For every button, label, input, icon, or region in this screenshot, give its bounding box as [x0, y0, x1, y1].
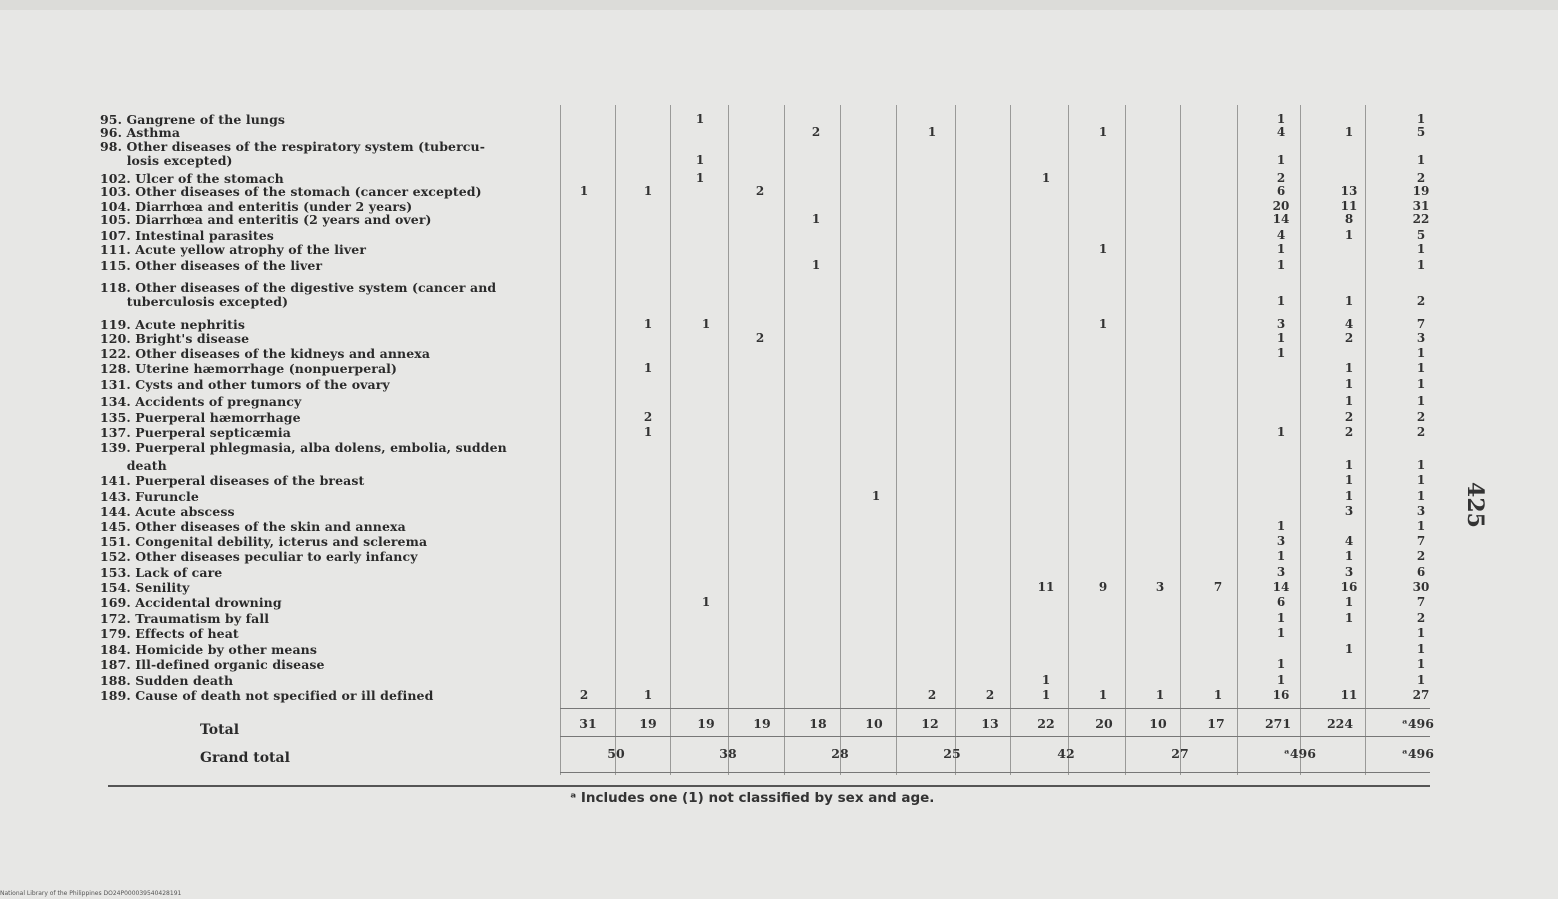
cause-label: 111. Acute yellow atrophy of the liver [100, 242, 367, 257]
cause-row [100, 347, 560, 360]
table-cell: 1 [1416, 642, 1426, 656]
cause-label: 153. Lack of care [100, 565, 223, 580]
total-cell: 22 [1037, 716, 1055, 731]
table-cell: 3 [1344, 504, 1354, 518]
column-divider [784, 105, 785, 775]
table-cell: 1 [1276, 626, 1286, 640]
grand-total-cell: 28 [831, 746, 849, 761]
cause-row [100, 243, 560, 256]
cause-label: 144. Acute abscess [100, 504, 235, 519]
table-cell: 6 [1416, 565, 1426, 579]
cause-row [100, 378, 560, 391]
cause-label: 95. Gangrene of the lungs [100, 112, 286, 127]
total-cell: 19 [639, 716, 657, 731]
table-cell: 3 [1344, 565, 1354, 579]
table-cell: 1 [811, 212, 821, 226]
cause-label: 102. Ulcer of the stomach [100, 171, 284, 186]
table-cell: 5 [1416, 125, 1426, 139]
table-cell: 1 [695, 112, 705, 126]
table-cell: 1 [1098, 125, 1108, 139]
table-cell: 3 [1276, 534, 1286, 548]
table-cell: 1 [1344, 473, 1354, 487]
table-cell: 1 [1155, 688, 1165, 702]
table-cell: 27 [1412, 688, 1430, 702]
cause-label: 135. Puerperal hæmorrhage [100, 410, 301, 425]
table-cell: 20 [1272, 199, 1290, 213]
cause-row [100, 490, 560, 503]
table-cell: 1 [695, 171, 705, 185]
table-cell: 1 [695, 153, 705, 167]
cause-row [100, 295, 560, 308]
table-cell: 2 [755, 331, 765, 345]
cause-label: 154. Senility [100, 580, 190, 595]
cause-row [100, 441, 560, 454]
table-cell: 4 [1276, 125, 1286, 139]
cause-row [100, 259, 560, 272]
table-cell: 1 [701, 595, 711, 609]
cause-row [100, 689, 560, 702]
table-cell: 30 [1412, 580, 1430, 594]
table-cell: 1 [1041, 688, 1051, 702]
table-cell: 2 [1344, 331, 1354, 345]
row-rule [1237, 736, 1427, 737]
grand-total-label: Grand total [200, 750, 290, 766]
table-cell: 31 [1412, 199, 1430, 213]
table-cell: 1 [1276, 331, 1286, 345]
table-cell: 1 [643, 184, 653, 198]
total-cell: 31 [579, 716, 597, 731]
table-cell: 1 [1276, 258, 1286, 272]
table-cell: 1 [1416, 242, 1426, 256]
table-cell: 1 [811, 258, 821, 272]
cause-label: 118. Other diseases of the digestive system (cancer and [100, 280, 497, 295]
cause-row [100, 505, 560, 518]
table-cell: 16 [1340, 580, 1358, 594]
grand-total-cell: 50 [607, 746, 625, 761]
cause-label: 143. Furuncle [100, 489, 199, 504]
page-top-edge [0, 0, 1558, 10]
table-cell: 2 [755, 184, 765, 198]
table-cell: 1 [1344, 595, 1354, 609]
cause-row [100, 154, 560, 167]
grand-total-cell: 38 [719, 746, 737, 761]
table-cell: 1 [1098, 317, 1108, 331]
cause-label: 145. Other diseases of the skin and annexa [100, 519, 406, 534]
table-cell: 1 [1344, 458, 1354, 472]
total-cell: 224 [1326, 716, 1354, 731]
total-cell: 12 [921, 716, 939, 731]
cause-label: 187. Ill-defined organic disease [100, 657, 325, 672]
cause-label: 119. Acute nephritis [100, 317, 246, 332]
cause-row [100, 426, 560, 439]
table-cell: 1 [1344, 361, 1354, 375]
table-cell: 1 [1416, 673, 1426, 687]
cause-row [100, 126, 560, 139]
table-cell: 1 [1416, 153, 1426, 167]
table-cell: 2 [1276, 171, 1286, 185]
table-cell: 1 [1344, 294, 1354, 308]
table-cell: 1 [579, 184, 589, 198]
cause-label: 189. Cause of death not specified or ill defined [100, 688, 434, 703]
table-cell: 5 [1416, 228, 1426, 242]
table-cell: 9 [1098, 580, 1108, 594]
cause-label: death [100, 458, 167, 473]
cause-label: 172. Traumatism by fall [100, 611, 270, 626]
table-cell: 7 [1416, 317, 1426, 331]
table-cell: 19 [1412, 184, 1430, 198]
total-label: Total [200, 722, 240, 738]
table-cell: 1 [1416, 346, 1426, 360]
bottom-rule [108, 785, 1430, 787]
table-cell: 1 [1344, 549, 1354, 563]
cause-label: 104. Diarrhœa and enteritis (under 2 years) [100, 199, 413, 214]
cause-label: 105. Diarrhœa and enteritis (2 years and over) [100, 212, 432, 227]
row-rule [1237, 708, 1427, 709]
library-stamp: National Library of the Philippines DO24P000039540428191 [0, 890, 182, 897]
grand-total-cell: 27 [1171, 746, 1189, 761]
column-divider [1300, 105, 1301, 775]
cause-label: 134. Accidents of pregnancy [100, 394, 302, 409]
table-cell: 6 [1276, 184, 1286, 198]
cause-row [100, 550, 560, 563]
cause-row [100, 612, 560, 625]
table-cell: 1 [1098, 688, 1108, 702]
total-cell: 10 [865, 716, 883, 731]
table-cell: 1 [1344, 377, 1354, 391]
cause-label: 152. Other diseases peculiar to early infancy [100, 549, 418, 564]
table-cell: 1 [1276, 673, 1286, 687]
table-cell: 1 [643, 425, 653, 439]
table-cell: 8 [1344, 212, 1354, 226]
column-divider [615, 105, 616, 775]
page-number: 425 [1461, 482, 1488, 528]
table-cell: 3 [1155, 580, 1165, 594]
cause-row [100, 520, 560, 533]
table-cell: 1 [1276, 153, 1286, 167]
cause-row [100, 229, 560, 242]
cause-label: 98. Other diseases of the respiratory system (tubercu- [100, 139, 485, 154]
column-divider [896, 105, 897, 775]
total-cell: 271 [1264, 716, 1292, 731]
column-divider [1068, 105, 1069, 775]
table-cell: 3 [1276, 565, 1286, 579]
table-cell: 1 [1344, 489, 1354, 503]
table-cell: 2 [1416, 410, 1426, 424]
table-cell: 4 [1276, 228, 1286, 242]
grand-total-cell: 42 [1057, 746, 1075, 761]
total-cell: 13 [981, 716, 999, 731]
table-cell: 1 [1276, 112, 1286, 126]
table-cell: 1 [1276, 242, 1286, 256]
table-cell: 2 [1344, 410, 1354, 424]
column-divider [1125, 105, 1126, 775]
table-cell: 1 [1344, 228, 1354, 242]
cause-row [100, 674, 560, 687]
cause-row [100, 643, 560, 656]
table-cell: 1 [1041, 171, 1051, 185]
cause-row [100, 395, 560, 408]
column-divider [1237, 105, 1238, 775]
table-cell: 16 [1272, 688, 1290, 702]
table-cell: 1 [1344, 642, 1354, 656]
table-cell: 1 [1416, 458, 1426, 472]
table-cell: 1 [1416, 657, 1426, 671]
cause-label: 151. Congenital debility, icterus and sclerema [100, 534, 428, 549]
total-cell: 20 [1095, 716, 1113, 731]
cause-row [100, 581, 560, 594]
table-cell: 2 [1416, 294, 1426, 308]
table-cell: 1 [1276, 549, 1286, 563]
table-cell: 2 [579, 688, 589, 702]
column-divider [955, 105, 956, 775]
table-cell: 2 [811, 125, 821, 139]
table-cell: 1 [1416, 361, 1426, 375]
table-cell: 1 [1416, 519, 1426, 533]
table-cell: 4 [1344, 534, 1354, 548]
table-cell: 1 [1276, 346, 1286, 360]
table-cell: 1 [1416, 394, 1426, 408]
table-cell: 3 [1416, 331, 1426, 345]
total-cell: 10 [1149, 716, 1167, 731]
table-cell: 2 [1416, 549, 1426, 563]
table-cell: 3 [1276, 317, 1286, 331]
table-cell: 14 [1272, 580, 1290, 594]
cause-label: 107. Intestinal parasites [100, 228, 274, 243]
cause-label: 169. Accidental drowning [100, 595, 282, 610]
footnote: ᵃ Includes one (1) not classified by sex and age. [570, 790, 935, 806]
cause-label: 139. Puerperal phlegmasia, alba dolens, embolia, sudden [100, 440, 507, 455]
grand-total-cell: ᵃ496 [1402, 746, 1434, 761]
table-cell: 7 [1416, 595, 1426, 609]
table-cell: 1 [1416, 489, 1426, 503]
table-cell: 2 [1416, 425, 1426, 439]
table-cell: 1 [1416, 473, 1426, 487]
table-cell: 7 [1213, 580, 1223, 594]
cause-row [100, 566, 560, 579]
table-cell: 1 [1416, 112, 1426, 126]
column-divider [560, 105, 561, 775]
cause-label: 137. Puerperal septicæmia [100, 425, 291, 440]
table-cell: 1 [1276, 425, 1286, 439]
table-cell: 1 [1416, 377, 1426, 391]
table-cell: 2 [927, 688, 937, 702]
table-cell: 6 [1276, 595, 1286, 609]
cause-row [100, 411, 560, 424]
total-cell: ᵃ496 [1402, 716, 1434, 731]
column-divider [1010, 105, 1011, 775]
table-cell: 2 [1344, 425, 1354, 439]
cause-row [100, 658, 560, 671]
cause-row [100, 535, 560, 548]
cause-label: 122. Other diseases of the kidneys and annexa [100, 346, 431, 361]
table-cell: 14 [1272, 212, 1290, 226]
table-cell: 4 [1344, 317, 1354, 331]
table-cell: 1 [1344, 611, 1354, 625]
cause-label: 131. Cysts and other tumors of the ovary [100, 377, 390, 392]
total-cell: 17 [1207, 716, 1225, 731]
table-cell: 1 [643, 361, 653, 375]
table-cell: 7 [1416, 534, 1426, 548]
cause-row [100, 474, 560, 487]
table-cell: 1 [701, 317, 711, 331]
cause-row [100, 185, 560, 198]
cause-label: 179. Effects of heat [100, 626, 239, 641]
cause-label: losis excepted) [100, 153, 233, 168]
cause-label: 103. Other diseases of the stomach (cancer excepted) [100, 184, 482, 199]
table-cell: 1 [1276, 611, 1286, 625]
grand-total-cell: 25 [943, 746, 961, 761]
cause-label: 141. Puerperal diseases of the breast [100, 473, 365, 488]
table-cell: 1 [1416, 626, 1426, 640]
cause-row [100, 140, 560, 153]
cause-label: 128. Uterine hæmorrhage (nonpuerperal) [100, 361, 398, 376]
table-cell: 1 [643, 317, 653, 331]
table-cell: 13 [1340, 184, 1358, 198]
cause-row [100, 318, 560, 331]
total-cell: 19 [753, 716, 771, 731]
cause-label: 188. Sudden death [100, 673, 234, 688]
cause-row [100, 459, 560, 472]
table-cell: 22 [1412, 212, 1430, 226]
cause-label: 96. Asthma [100, 125, 181, 140]
table-cell: 1 [1213, 688, 1223, 702]
column-divider [1180, 105, 1181, 775]
cause-row [100, 332, 560, 345]
table-cell: 1 [927, 125, 937, 139]
cause-label: 115. Other diseases of the liver [100, 258, 323, 273]
column-divider [1365, 105, 1366, 775]
table-cell: 1 [1041, 673, 1051, 687]
grand-total-cell: ᵃ496 [1284, 746, 1316, 761]
column-divider [728, 105, 729, 775]
column-divider [840, 105, 841, 775]
cause-label: 184. Homicide by other means [100, 642, 317, 657]
table-cell: 1 [1344, 125, 1354, 139]
table-cell: 1 [1344, 394, 1354, 408]
cause-row [100, 281, 560, 294]
table-cell: 2 [1416, 171, 1426, 185]
total-cell: 18 [809, 716, 827, 731]
table-cell: 11 [1340, 199, 1358, 213]
table-cell: 2 [643, 410, 653, 424]
total-cell: 19 [697, 716, 715, 731]
table-cell: 1 [1276, 657, 1286, 671]
table-cell: 1 [1416, 258, 1426, 272]
table-cell: 1 [1276, 294, 1286, 308]
table-cell: 11 [1037, 580, 1055, 594]
table-cell: 2 [985, 688, 995, 702]
table-cell: 2 [1416, 611, 1426, 625]
table-cell: 1 [871, 489, 881, 503]
table-cell: 1 [1276, 519, 1286, 533]
column-divider [670, 105, 671, 775]
table-cell: 3 [1416, 504, 1426, 518]
row-rule [1237, 772, 1427, 773]
table-cell: 1 [643, 688, 653, 702]
cause-label: tuberculosis excepted) [100, 294, 289, 309]
table-cell: 11 [1340, 688, 1358, 702]
cause-label: 120. Bright's disease [100, 331, 250, 346]
cause-row [100, 627, 560, 640]
cause-row [100, 596, 560, 609]
cause-row [100, 213, 560, 226]
cause-row [100, 362, 560, 375]
table-cell: 1 [1098, 242, 1108, 256]
